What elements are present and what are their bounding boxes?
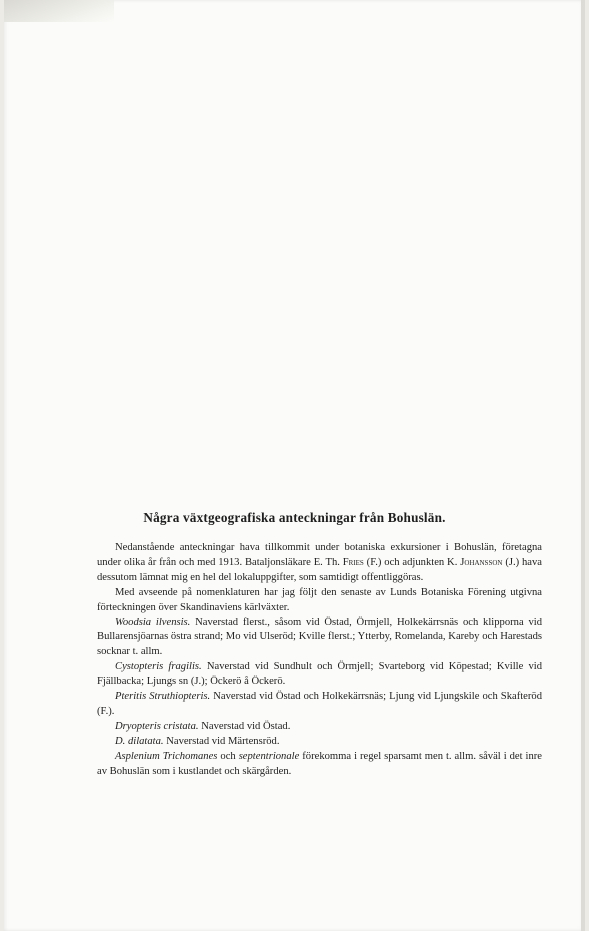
species-name: Asplenium Trichomanes <box>115 750 218 762</box>
species-entry <box>97 660 542 690</box>
intro-text-a: Nedanstående anteckningar hava tillkommit under botaniska exkursioner i Bohuslän, företagna under olika år från och med 1913. Bataljonsläkare E. Th. <box>97 542 542 568</box>
article-heading: Några växtgeografiska anteckningar från Bohuslän. <box>143 510 446 525</box>
species-localities: Naverstad vid Märtensröd. <box>163 735 280 747</box>
species-entry-asplenium <box>97 750 542 780</box>
intro-paragraph-2: Med avseende på nomenklaturen har jag följt den senaste av Lunds Botaniska Förening utgivna förteckningen över Skandinaviens kärlväxter. <box>97 586 542 613</box>
species-entry <box>97 690 542 720</box>
species-localities: förekomma i regel sparsamt men t. allm. såväl i det inre av Bohuslän som i kustlandet och skärgården. <box>97 750 543 777</box>
conjunction: och <box>217 750 239 762</box>
species-localities: Naverstad vid Östad. <box>198 720 291 732</box>
page-corner-shadow <box>4 0 114 22</box>
species-localities: Naverstad vid Sundhult och Örmjell; Svarteborg vid Köpestad; Kville vid Fjällbacka; Ljungs sn (J.); Öckerö å Öckerö. <box>97 661 543 688</box>
species-name: Pteritis Struthiopteris. <box>115 691 211 703</box>
species-name: Cystopteris fragilis. <box>115 661 202 673</box>
intro-paragraph-1 <box>97 541 542 586</box>
species-entry <box>97 720 542 735</box>
species-entry <box>97 735 542 750</box>
species-name: Dryopteris cristata. <box>115 720 199 732</box>
intro-text-b: (F.) och adjunkten K. <box>363 556 461 568</box>
species-name-2: septentrionale <box>238 750 300 762</box>
author-fries: Fries <box>342 556 364 568</box>
page-edge <box>581 0 585 931</box>
species-name: D. dilatata. <box>115 735 164 747</box>
author-johansson: Johansson <box>460 556 503 568</box>
species-localities: Naverstad vid Östad och Holkekärrsnäs; Ljung vid Ljungskile och Skafteröd (F.). <box>97 691 542 717</box>
species-name: Woodsia ilvensis. <box>115 616 191 628</box>
document-page <box>4 0 585 931</box>
intro-text-c: (J.) hava dessutom lämnat mig en hel del lokaluppgifter, som samtidigt offentliggöras. <box>97 556 543 583</box>
species-localities: Naverstad flerst., såsom vid Östad, Örmjell, Holkekärrsnäs och klipporna vid Bullarensjöarnas östra strand; Mo vid Ulseröd; Kville flerst.; Ytterby, Romelanda, Kareby och Harestads socknar t. allm. <box>97 616 542 658</box>
species-entry <box>97 616 542 661</box>
article-body <box>97 541 542 780</box>
